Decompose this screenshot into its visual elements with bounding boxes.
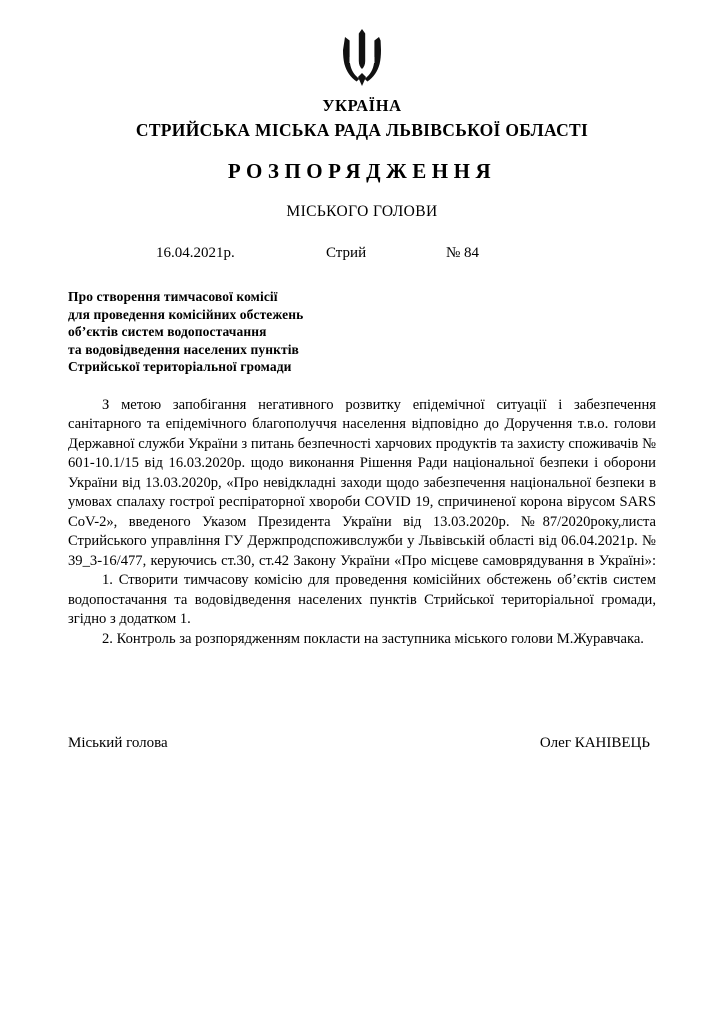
emblem-container xyxy=(68,0,656,88)
body-item-1: 1. Створити тимчасову комісію для проведення комісійних обстежень об’єктів систем водопостачання та водовідведення населених пунктів Стрийської територіальної громади, згідно з додатком 1. xyxy=(68,572,656,627)
header-issuer: МІСЬКОГО ГОЛОВИ xyxy=(286,203,438,220)
subject-line: для проведення комісійних обстежень xyxy=(68,306,304,322)
document-header xyxy=(68,96,656,221)
header-country: УКРАЇНА xyxy=(322,96,402,115)
signature-block xyxy=(68,735,656,752)
subject-line: Про створення тимчасової комісії xyxy=(68,289,278,304)
body-item-2: 2. Контроль за розпорядженням покласти на заступника міського голови М.Журавчака. xyxy=(102,630,644,647)
document-subject xyxy=(68,288,656,376)
subject-line: та водовідведення населених пунктів xyxy=(68,341,299,357)
document-place: Стрий xyxy=(326,245,367,261)
document-number: № 84 xyxy=(446,245,480,261)
header-document-type: РОЗПОРЯДЖЕННЯ xyxy=(227,159,497,183)
header-council: СТРИЙСЬКА МІСЬКА РАДА ЛЬВІВСЬКОЇ ОБЛАСТІ xyxy=(135,120,589,140)
signature-title: Міський голова xyxy=(68,735,168,751)
ukraine-trident-coat-of-arms-icon xyxy=(339,28,385,88)
document-body xyxy=(68,396,656,650)
document-meta-row xyxy=(68,245,656,262)
subject-line: об’єктів систем водопостачання xyxy=(68,324,267,339)
subject-line: Стрийської територіальної громади xyxy=(68,359,292,374)
document-date: 16.04.2021р. xyxy=(156,245,235,261)
body-preamble: З метою запобігання негативного розвитку епідемічної ситуації і забезпечення санітарного та епідемічного благополуччя населення відповідно до Доручення т.в.о. голови Державної служби України з питань безпечності харчових продуктів та захисту споживачів № 601-10.1/15 від 16.03.2020р. щодо виконання Рішення Ради національної безпеки і оборони України від 13.03.2020р, «Про невідкладні заходи щодо забезпечення національної безпеки в умовах спалаху гострої респіраторної хвороби COVID 19, спричиненої корона вірусом SARS CoV-2», введеного Указом Президента України від 13.03.2020р. №87/2020року,листа Стрийського управління ГУ Держпродспоживслужби у Львівській області від 06.04.2021р. № 39_3-16/477, керуючись ст.30, ст.42 Закону України «Про місцеве самоврядування в Україні»: xyxy=(68,396,656,569)
signature-name: Олег КАНІВЕЦЬ xyxy=(539,735,650,751)
